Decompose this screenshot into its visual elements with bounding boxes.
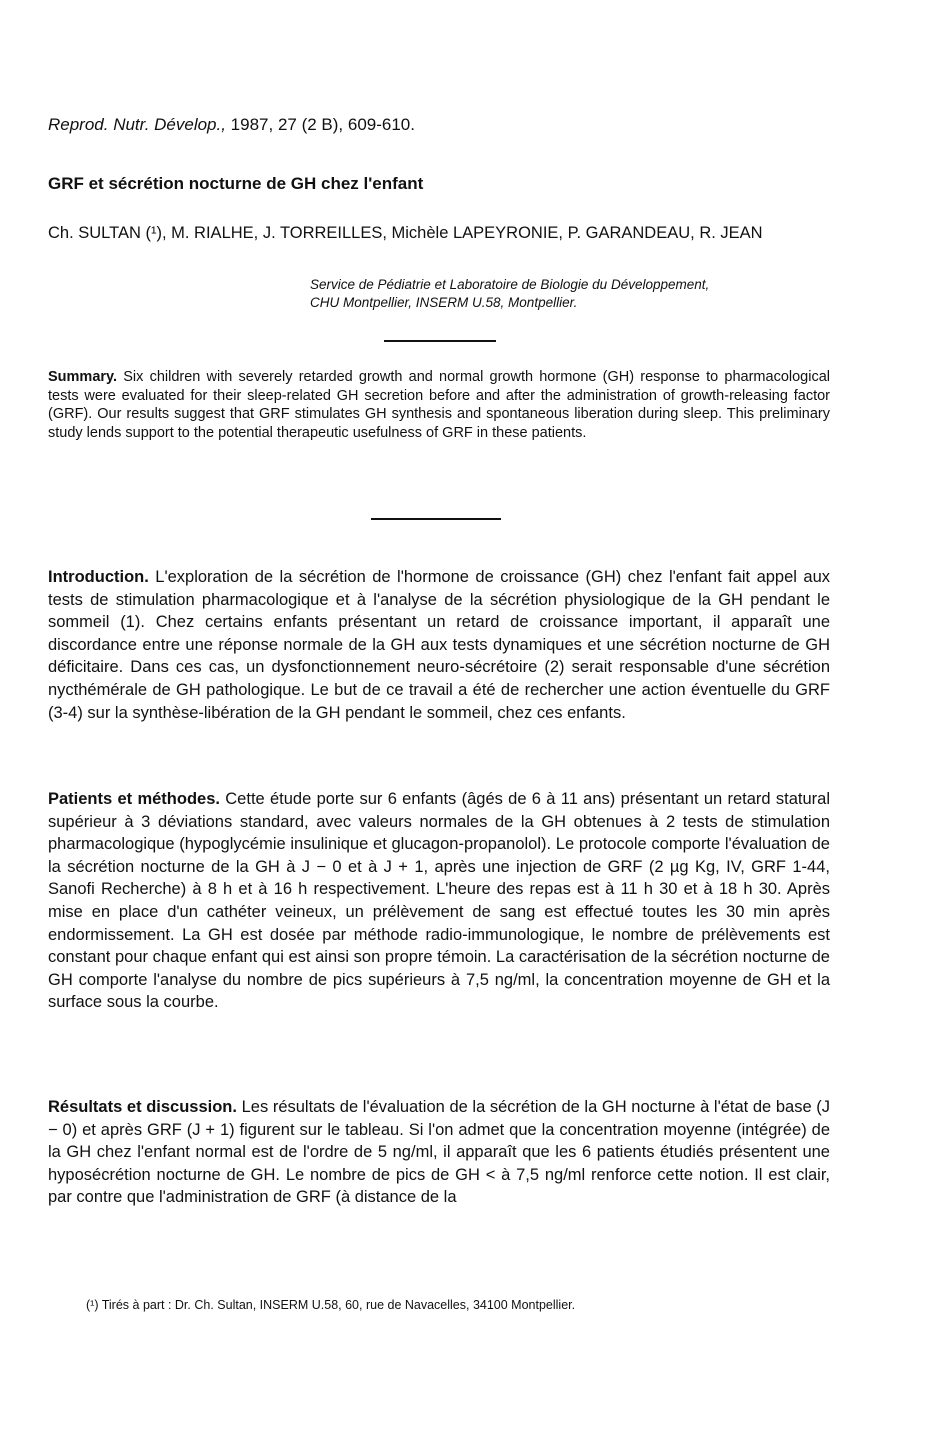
introduction-section: [48, 566, 830, 724]
article-title: GRF et sécrétion nocturne de GH chez l'enfant: [48, 174, 424, 193]
results-heading: Résultats et discussion.: [48, 1098, 237, 1116]
summary-label: Summary.: [48, 369, 118, 385]
journal-name: Reprod. Nutr. Dévelop.,: [48, 115, 226, 134]
results-text: Les résultats de l'évaluation de la sécrétion de la GH nocturne à l'état de base (J − 0) et après GRF (J + 1) figurent sur le tableau. Si l'on admet que la concentration moyenne (intégrée) de la GH chez l'enfant normal est de l'ordre de 5 ng/ml, il apparaît que les 6 patients étudiés présentent une hyposécrétion nocturne de GH. Le nombre de pics de GH < à 7,5 ng/ml renforce cette notion. Il est clair, par contre que l'administration de GRF (à distance de la: [48, 1098, 830, 1207]
methods-text: Cette étude porte sur 6 enfants (âgés de 6 à 11 ans) présentant un retard statural supérieur à 3 déviations standard, avec valeurs normales de la GH obtenues à 2 tests de stimulation pharmacologique (hypoglycémie insulinique et glucagon-propanolol). Le protocole comporte l'évaluation de la sécrétion nocturne de la GH à J − 0 et à J + 1, après une injection de GRF (2 µg Kg, IV, GRF 1-44, Sanofi Recherche) à 8 h et à 16 h respectivement. L'heure des repas est à 11 h 30 et à 18 h 30. Après mise en place d'un cathéter veineux, un prélèvement de sang est effectué toutes les 30 min après endormissement. La GH est dosée par méthode radio-immunologique, le nombre de prélèvements est constant pour chaque enfant qui est ainsi son propre témoin. La caractérisation de la sécrétion nocturne de GH comporte l'analyse du nombre de pics supérieurs à 7,5 ng/ml, la concentration moyenne de GH et la surface sous la courbe.: [48, 790, 830, 1012]
introduction-text: L'exploration de la sécrétion de l'hormone de croissance (GH) chez l'enfant fait appel aux tests de stimulation pharmacologique et à l'analyse de la sécrétion physiologique de la GH pendant le sommeil (1). Chez certains enfants présentant un retard de croissance important, il apparaît une discordance entre une réponse normale de la GH aux tests dynamiques et une sécrétion nocturne de GH déficitaire. Dans ces cas, un dysfonctionnement neuro-sécrétoire (2) serait responsable d'une sécrétion nycthémérale de GH pathologique. Le but de ce travail a été de rechercher une action éventuelle du GRF (3-4) sur la synthèse-libération de la GH pendant le sommeil, chez ces enfants.: [48, 568, 830, 722]
affiliation-line-2: CHU Montpellier, INSERM U.58, Montpellier.: [310, 295, 578, 310]
methods-section: [48, 788, 830, 1014]
affiliation-line-1: Service de Pédiatrie et Laboratoire de Biologie du Développement,: [310, 277, 710, 292]
citation-details: 1987, 27 (2 B), 609-610.: [225, 115, 415, 134]
methods-heading: Patients et méthodes.: [48, 790, 220, 808]
summary-text: Six children with severely retarded growth and normal growth hormone (GH) response to pharmacological tests were evaluated for their sleep-related GH secretion before and after the administration of growth-releasing factor (GRF). Our results suggest that GRF stimulates GH synthesis and spontaneous liberation during sleep. This preliminary study lends support to the potential therapeutic usefulness of GRF in these patients.: [48, 369, 830, 441]
journal-citation: [48, 115, 415, 135]
footnote: (¹) Tirés à part : Dr. Ch. Sultan, INSERM U.58, 60, rue de Navacelles, 34100 Montpellier.: [86, 1298, 576, 1312]
summary-paragraph: [48, 368, 830, 442]
author-list: Ch. SULTAN (¹), M. RIALHE, J. TORREILLES, Michèle LAPEYRONIE, P. GARANDEAU, R. JEAN: [48, 224, 763, 242]
separator-rule: [384, 340, 496, 342]
separator-rule: [371, 518, 501, 520]
introduction-heading: Introduction.: [48, 568, 149, 586]
affiliation: [310, 276, 850, 312]
results-section: [48, 1096, 830, 1209]
